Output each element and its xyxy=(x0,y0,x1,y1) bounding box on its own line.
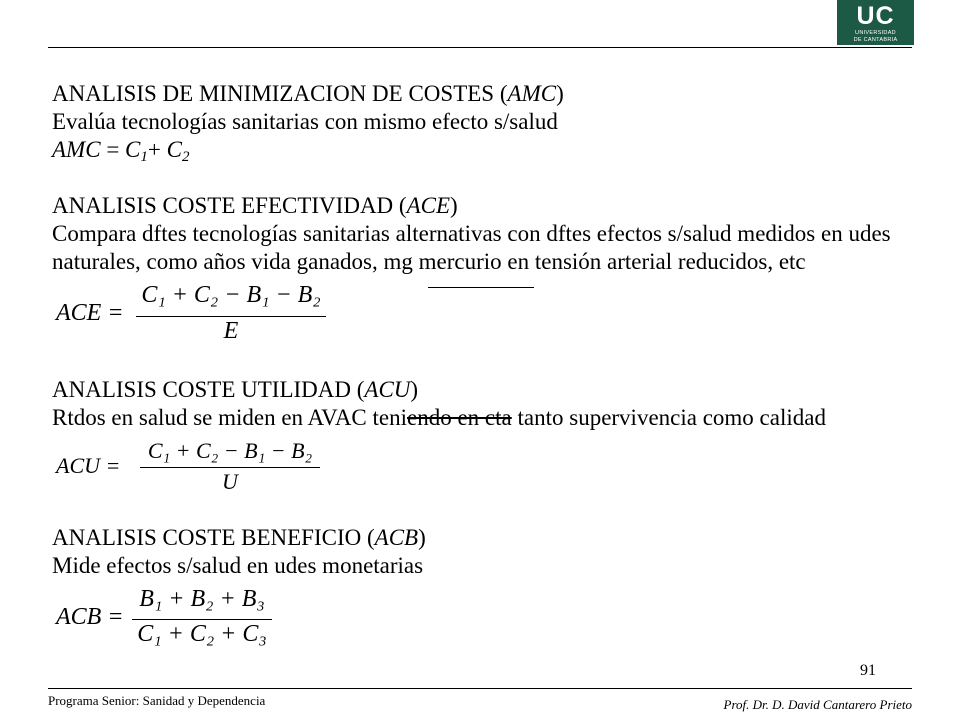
acu-fraction-bar xyxy=(140,467,320,468)
amc-title xyxy=(52,80,564,108)
ace-formula-lhs: ACE = xyxy=(56,300,124,326)
ace-fraction-bar xyxy=(136,316,326,317)
ace-description-1: Compara dftes tecnologías sanitarias alternativas con dftes efectos s/salud medidos en udes xyxy=(52,221,891,246)
amc-formula-sub1: 1 xyxy=(140,149,148,165)
logo-line2: DE CANTABRIA xyxy=(853,36,898,43)
ace-title-text: ANALISIS COSTE EFECTIVIDAD ( xyxy=(52,193,407,218)
acu-formula-lhs: ACU = xyxy=(56,453,121,478)
acb-close: ) xyxy=(418,525,426,550)
logo-text: UC xyxy=(856,2,895,30)
logo-line1: UNIVERSIDAD xyxy=(855,30,896,36)
amc-formula-eq: = xyxy=(100,137,126,162)
acb-description: Mide efectos s/salud en udes monetarias xyxy=(52,553,424,578)
acb-formula-lhs: ACB = xyxy=(56,604,124,630)
ace-close: ) xyxy=(450,193,458,218)
acu-description xyxy=(52,404,826,432)
acu-formula-numerator: C₁ + C₂ − B₁ − B₂ xyxy=(147,438,313,463)
acb-abbr: ACB xyxy=(374,525,419,550)
acu-abbr: ACU xyxy=(364,377,411,402)
amc-formula-sub2: 2 xyxy=(181,149,190,165)
amc-abbr: AMC xyxy=(507,81,557,106)
acu-title-text: ANALISIS COSTE UTILIDAD ( xyxy=(52,377,365,402)
amc-formula-c1: C xyxy=(125,137,141,162)
uc-logo xyxy=(837,0,914,45)
acb-title xyxy=(52,524,426,552)
ace-formula xyxy=(56,282,336,348)
amc-title-text: ANALISIS DE MINIMIZACION DE COSTES ( xyxy=(52,81,508,106)
acu-formula-denominator: U xyxy=(222,469,238,494)
amc-description: Evalúa tecnologías sanitarias con mismo efecto s/salud xyxy=(52,109,558,134)
footer-program: Programa Senior: Sanidad y Dependencia xyxy=(48,693,266,708)
acu-desc-c: tanto supervivencia como calidad xyxy=(511,405,826,430)
acu-desc-struck: endo en cta xyxy=(407,405,512,430)
ace-formula-denominator: E xyxy=(223,318,239,344)
footer-rule xyxy=(48,688,912,689)
footer-author: Prof. Dr. D. David Cantarero Prieto xyxy=(723,697,912,712)
acb-fraction-bar xyxy=(132,619,272,620)
acu-close: ) xyxy=(410,377,419,402)
acu-desc-a: Rtdos en salud se miden en AVAC teni xyxy=(52,405,408,430)
amc-formula xyxy=(52,136,189,164)
acb-title-text: ANALISIS COSTE BENEFICIO ( xyxy=(52,525,375,550)
ace-title xyxy=(52,192,458,220)
amc-close: ) xyxy=(556,81,564,106)
acb-formula-numerator: B₁ + B₂ + B₃ xyxy=(139,586,265,612)
ace-abbr: ACE xyxy=(406,193,451,218)
acb-formula xyxy=(56,586,296,652)
amc-formula-plus: + xyxy=(147,137,167,162)
amc-formula-c2: C xyxy=(166,137,182,162)
acu-title xyxy=(52,376,418,404)
acu-formula xyxy=(56,438,336,498)
acb-formula-denominator: C₁ + C₂ + C₃ xyxy=(137,621,267,647)
ace-description-2: naturales, como años vida ganados, mg mercurio en tensión arterial reducidos, etc xyxy=(52,249,806,274)
page-number: 91 xyxy=(860,662,876,679)
header-rule xyxy=(48,47,912,48)
ace-underline xyxy=(428,287,534,288)
ace-formula-numerator: C₁ + C₂ − B₁ − B₂ xyxy=(141,282,321,308)
amc-formula-lhs: AMC xyxy=(52,137,101,162)
